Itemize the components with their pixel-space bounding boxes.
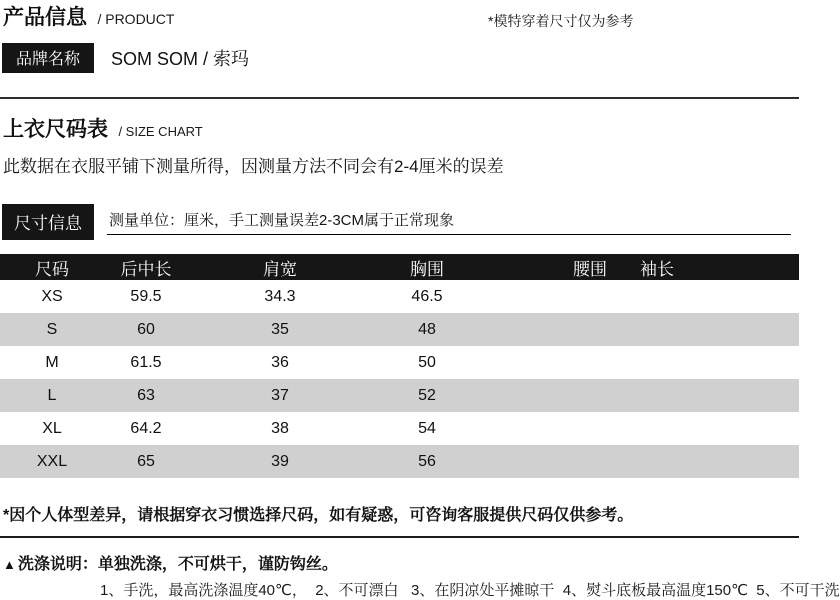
table-cell: L	[47, 386, 57, 404]
table-cell: XS	[41, 287, 63, 305]
table-row	[0, 280, 799, 313]
table-cell: 39	[271, 452, 289, 470]
table-cell	[624, 346, 690, 379]
table-cell: 65	[137, 452, 155, 470]
table-row	[0, 313, 799, 346]
footer-divider	[0, 536, 799, 538]
table-cell: 48	[418, 320, 436, 338]
table-cell	[482, 313, 556, 346]
table-cell	[624, 445, 690, 478]
table-cell: 54	[418, 419, 436, 437]
table-cell	[690, 280, 799, 313]
table-cell: XL	[42, 419, 62, 437]
table-cell	[482, 379, 556, 412]
product-title-cn: 产品信息	[3, 6, 87, 29]
table-cell: 50	[418, 353, 436, 371]
care-title-row	[3, 551, 799, 574]
brand-label-badge: 品牌名称	[2, 43, 94, 73]
triangle-marker-icon: ▲	[3, 557, 16, 572]
product-section-header	[0, 0, 799, 32]
table-cell: S	[46, 320, 58, 338]
table-cell: 60	[137, 320, 155, 338]
column-header-spacer	[690, 254, 799, 280]
table-cell: 52	[418, 386, 436, 404]
table-cell	[624, 412, 690, 445]
size-info-row	[2, 204, 791, 240]
size-chart-header	[3, 117, 799, 145]
table-cell: 34.3	[264, 287, 296, 305]
table-cell: 46.5	[411, 287, 443, 305]
table-cell	[690, 412, 799, 445]
table-row	[0, 379, 799, 412]
size-table	[0, 254, 799, 478]
table-cell	[482, 280, 556, 313]
table-cell: 36	[271, 353, 289, 371]
section-divider	[0, 97, 799, 99]
size-table-body	[0, 280, 799, 478]
table-cell: XXL	[36, 452, 68, 470]
table-cell	[690, 346, 799, 379]
table-cell	[556, 280, 624, 313]
size-chart-title-en: / SIZE CHART	[118, 124, 203, 139]
care-title: 洗涤说明：单独洗涤，不可烘干，谨防钩丝。	[17, 556, 338, 573]
table-row	[0, 412, 799, 445]
column-header-2: 后中长	[120, 259, 172, 279]
table-cell: 35	[271, 320, 289, 338]
unit-note: 测量单位：厘米，手工测量误差2-3CM属于正常现象	[107, 204, 791, 235]
column-header-1: 尺码	[35, 259, 69, 279]
measure-note: 此数据在衣服平铺下测量所得，因测量方法不同会有2-4厘米的误差	[3, 157, 504, 176]
size-disclaimer: *因个人体型差异，请根据穿衣习惯选择尺码，如有疑惑，可咨询客服提供尺码仅供参考。	[3, 507, 634, 524]
table-cell	[556, 445, 624, 478]
brand-value: SOM SOM / 索玛	[111, 49, 250, 69]
size-chart-title-cn: 上衣尺码表	[3, 118, 108, 141]
brand-row	[2, 43, 799, 73]
table-cell: 61.5	[130, 353, 162, 371]
care-steps: 1、手洗，最高洗涤温度40℃， 2、不可漂白 3、在阴凉处平摊晾干 4、熨斗底板最高温度150℃ 5、不可干洗	[100, 582, 840, 599]
table-cell: M	[45, 353, 59, 371]
column-header-7: 袖长	[640, 259, 674, 279]
column-header-spacer	[482, 254, 556, 280]
table-cell	[482, 445, 556, 478]
table-cell	[690, 379, 799, 412]
table-cell: 56	[418, 452, 436, 470]
table-cell: 64.2	[130, 419, 162, 437]
table-cell: 37	[271, 386, 289, 404]
product-title-en: / PRODUCT	[97, 11, 175, 27]
table-cell	[482, 346, 556, 379]
table-cell	[556, 313, 624, 346]
table-cell: 38	[271, 419, 289, 437]
table-cell	[556, 412, 624, 445]
table-row	[0, 445, 799, 478]
table-cell	[624, 313, 690, 346]
column-header-4: 胸围	[410, 259, 444, 279]
table-cell	[624, 379, 690, 412]
table-cell	[690, 445, 799, 478]
table-cell: 59.5	[130, 287, 162, 305]
column-header-3: 肩宽	[263, 259, 297, 279]
table-row	[0, 346, 799, 379]
table-cell	[482, 412, 556, 445]
size-info-badge: 尺寸信息	[2, 204, 94, 240]
table-cell	[556, 379, 624, 412]
size-table-header-row	[0, 254, 799, 280]
table-cell	[556, 346, 624, 379]
table-cell: 63	[137, 386, 155, 404]
model-size-note: *模特穿着尺寸仅为参考	[488, 13, 634, 29]
table-cell	[690, 313, 799, 346]
table-cell	[624, 280, 690, 313]
column-header-6: 腰围	[573, 259, 607, 279]
